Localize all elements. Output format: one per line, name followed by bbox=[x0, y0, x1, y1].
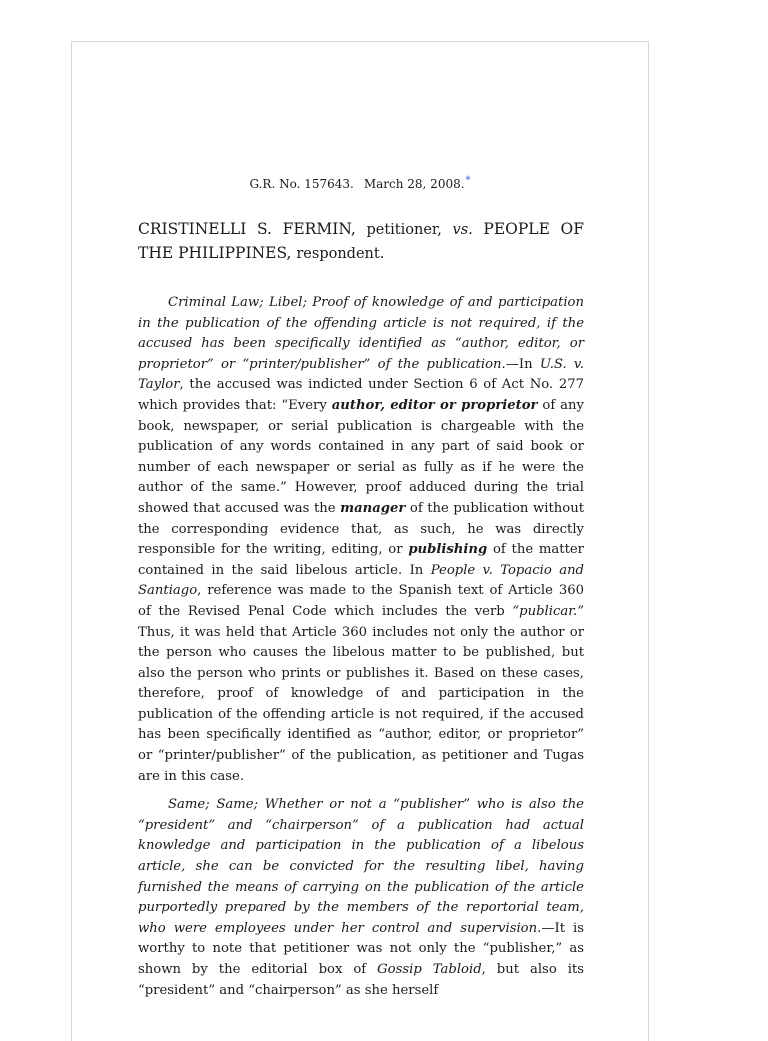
decision-date: March 28, 2008. bbox=[363, 177, 465, 191]
petitioner-role: petitioner, bbox=[366, 222, 442, 238]
text-run: of the matter contained in the said libelous article. In bbox=[138, 542, 584, 578]
petitioner-name: CRISTINELLI S. FERMIN, bbox=[138, 220, 356, 238]
document-page bbox=[71, 41, 649, 1041]
syllabus-paragraph-2 bbox=[138, 795, 584, 1001]
text-run: Thus, it was held that Article 360 includes not only the author or the person who causes the libelous matter to be published, but also the person who prints or publishes it. Based on these cases, therefore, proof of knowledge of and participation in the publication of the offending article is not required, if the accused has been specifically identified as “author, editor, or proprietor” or “printer/publisher” of the publication, as petitioner and Tugas are in this case. bbox=[138, 624, 584, 784]
case-citation: People v. Topacio and Santiago bbox=[138, 562, 585, 599]
text-run: of the publication without the corresponding evidence that, as such, he was directly responsible for the writing, editing, or bbox=[138, 500, 584, 558]
syllabus-body bbox=[138, 293, 584, 1009]
docket-line bbox=[72, 175, 648, 191]
versus: vs. bbox=[452, 222, 473, 238]
text-run: , but also its “president” and “chairperson” as she herself bbox=[138, 962, 584, 998]
headnote-2: Same; Same; Whether or not a “publisher” who is also the “president” and “chairperson” of a publication had actual knowledge and participation in the publication of a libelous article, she can be convicted for the resulting libel, having furnished the means of carrying on the publication of the article purportedly prepared by the members of the reportorial team, who were employees under her control and supervision. bbox=[138, 797, 584, 936]
text-run: of any book, newspaper, or serial publication is chargeable with the publication of any words contained in any part of said book or number of each newspaper or serial as fully as if he were the author of the same.” However, proof adduced during the trial showed that accused was the bbox=[138, 397, 584, 516]
publication-name: Gossip Tabloid bbox=[377, 962, 482, 977]
footnote-link[interactable]: * bbox=[465, 175, 471, 186]
emphasis: manager bbox=[340, 500, 406, 516]
text-run: —In bbox=[505, 356, 540, 372]
spanish-verb: “publicar.” bbox=[512, 603, 584, 619]
respondent-role: respondent. bbox=[296, 246, 385, 262]
syllabus-paragraph-1 bbox=[138, 293, 584, 787]
gr-number: G.R. No. 157643. bbox=[249, 177, 354, 191]
headnote-1: Criminal Law; Libel; Proof of knowledge of and participation in the publication of the offending article is not required, if the accused has been specifically identified as “author, editor, or proprietor” or “printer/publisher” of the publication. bbox=[138, 295, 584, 372]
emphasis: publishing bbox=[408, 542, 488, 558]
text-run: , reference was made to the Spanish text of Article 360 of the Revised Penal Code which includes the verb bbox=[138, 583, 584, 619]
text-run: —It is worthy to note that petitioner was not only the “publisher,” as shown by the editorial box of bbox=[138, 920, 585, 977]
emphasis: author, editor or proprietor bbox=[331, 397, 538, 413]
respondent-name: PEOPLE OF THE PHILIPPINES, bbox=[138, 220, 584, 262]
case-parties bbox=[138, 218, 584, 266]
text-run: , the accused was indicted under Section 6 of Act No. 277 which provides that: “Every bbox=[138, 377, 584, 413]
case-citation: U.S. v. Taylor bbox=[138, 356, 584, 393]
